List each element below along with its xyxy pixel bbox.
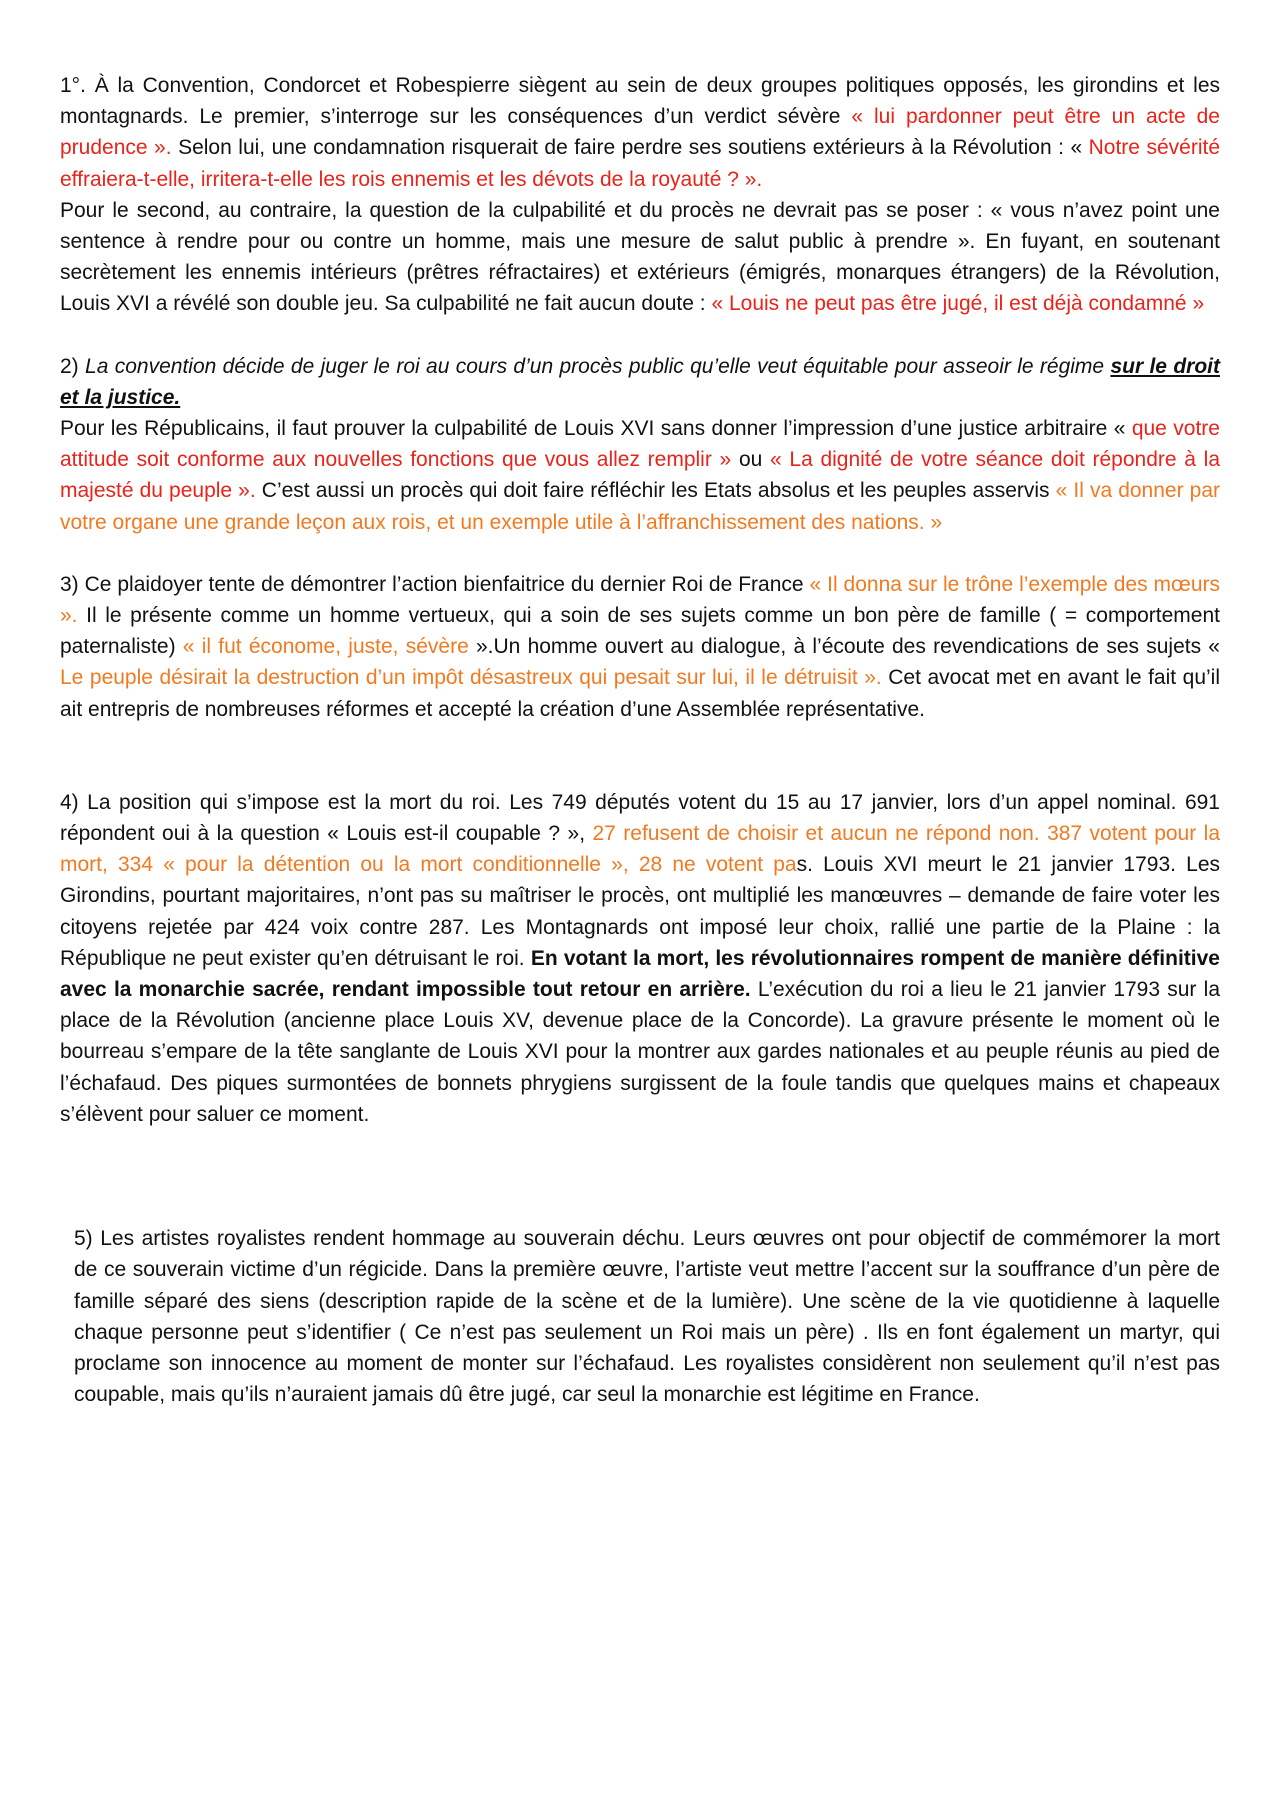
answer-3-quote-moeurs: « Il donna sur le trône l’exemple des mœurs ». xyxy=(60,572,1220,628)
answer-1-text: 1°. À la Convention, Condorcet et Robespierre siègent au sein de deux groupes politiques opposés, les girondins et les montagnards. Le premier, s’interroge sur les conséquences d’un verdict sévère xyxy=(60,74,1220,129)
answer-2-quote-lecon: « Il va donner par votre organe une grande leçon aux rois, et un exemple utile à l’affranchissement des nations. » xyxy=(60,479,1221,534)
answer-1-quote-condamne: « Louis ne peut pas être jugé, il est déjà condamné » xyxy=(711,292,1205,316)
answer-4-text: L’exécution du roi a lieu le 21 janvier 1793 sur la place de la Révolution (ancienne place Louis XV, devenue place de la Concorde). La gravure présente le moment où le bourreau s’empare de la tête sanglante de Louis XVI pour la montrer aux gardes nationales et au peuple réunis au pied de l’échafaud. Des piques surmontées de bonnets phrygiens surgissent de la foule tandis que quelques mains et chapeaux s’élèvent pour saluer ce moment. xyxy=(60,978,1220,1126)
spacer xyxy=(60,538,1220,569)
answer-4-paragraph xyxy=(60,787,1220,1130)
answer-5-paragraph: 5) Les artistes royalistes rendent hommage au souverain déchu. Leurs œuvres ont pour objectif de commémorer la mort de ce souverain victime d’un régicide. Dans la première œuvre, l’artiste veut mettre l’accent sur la souffrance d’un père de famille séparé des siens (description rapide de la scène et de la lumière). Une scène de la vie quotidienne à laquelle chaque personne peut s’identifier ( Ce n’est pas seulement un Roi mais un père) . Ils en font également un martyr, qui proclame son innocence au moment de monter sur l’échafaud. Les royalistes considèrent non seulement qu’il n’est pas coupable, mais qu’ils n’auraient jamais dû être jugé, car seul la monarchie est légitime en France. xyxy=(74,1227,1220,1407)
answer-3-quote-impot: Le peuple désirait la destruction d’un impôt désastreux qui pesait sur lui, il le détruisit ». xyxy=(60,666,882,690)
answer-1-paragraph-2 xyxy=(60,195,1220,320)
answer-4-vote-results: 27 refusent de choisir et aucun ne répond non. 387 votent pour la mort, 334 « pour la détention ou la mort conditionnelle », 28 ne votent pa xyxy=(60,822,1221,877)
answer-3-text: Cet avocat met en avant le fait qu’il ait entrepris de nombreuses réformes et accepté la création d’une Assemblée représentative. xyxy=(60,666,1220,721)
spacer xyxy=(60,725,1220,787)
answer-2-quote-dignite: « La dignité de votre séance doit répondre à la majesté du peuple ». xyxy=(60,448,1220,503)
answer-1-text: Selon lui, une condamnation risquerait de faire perdre ses soutiens extérieurs à la Révolution : « xyxy=(171,136,1089,160)
answer-2-emphasis: sur le droit et la justice. xyxy=(60,354,1220,409)
answer-2-number: 2) xyxy=(60,354,86,378)
answer-1-paragraph-1 xyxy=(60,70,1220,195)
document-body xyxy=(60,70,1220,1410)
answer-1-text: Pour le second, au contraire, la question de la culpabilité et du procès ne devrait pas se poser : « vous n’avez point une sentence à rendre pour ou contre un homme, mais une mesure de salut public à prendre ». En fuyant, en soutenant secrètement les ennemis intérieurs (prêtres réfractaires) et extérieurs (émigrés, monarques étrangers) de la Révolution, Louis XVI a révélé son double jeu. Sa culpabilité ne fait aucun doute : xyxy=(60,198,1220,316)
spacer xyxy=(60,320,1220,351)
answer-1-quote-severite: Notre sévérité effraiera-t-elle, irritera-t-elle les rois ennemis et les dévots de la royauté ? ». xyxy=(60,136,1220,191)
answer-4-text: s. Louis XVI meurt le 21 janvier 1793. Les Girondins, pourtant majoritaires, n’ont pas su maîtriser le procès, ont multiplié les manœuvres – demande de faire voter les citoyens rejetée par 424 voix contre 287. Les Montagnards ont imposé leur choix, rallié une partie de la Plaine : la République ne peut exister qu’en détruisant le roi. xyxy=(60,853,1221,970)
answer-2-paragraph-1 xyxy=(60,351,1220,413)
answer-4-text: 4) La position qui s’impose est la mort du roi. Les 749 députés votent du 15 au 17 janvier, lors d’un appel nominal. 691 répondent oui à la question « Louis est-il coupable ? », xyxy=(60,790,1220,846)
answer-1-quote-prudence: « lui pardonner peut être un acte de prudence ». xyxy=(60,105,1220,160)
answer-2-text: Pour les Républicains, il faut prouver la culpabilité de Louis XVI sans donner l’impression d’une justice arbitraire « xyxy=(60,417,1132,441)
answer-2-italic-text: La convention décide de juger le roi au cours d’un procès public qu’elle veut équitable pour asseoir le régime xyxy=(85,354,1111,378)
answer-3-text: Il le présente comme un homme vertueux, qui a soin de ses sujets comme un bon père de famille ( = comportement paternaliste) xyxy=(60,604,1220,659)
answer-3-text: ».Un homme ouvert au dialogue, à l’écoute des revendications de ses sujets « xyxy=(475,635,1220,659)
answer-2-quote-attitude: que votre attitude soit conforme aux nouvelles fonctions que vous allez remplir » xyxy=(60,417,1220,472)
answer-2-paragraph-2 xyxy=(60,413,1220,538)
answer-3-quote-econome: « il fut économe, juste, sévère xyxy=(182,635,476,659)
answer-3-text: 3) Ce plaidoyer tente de démontrer l’action bienfaitrice du dernier Roi de France xyxy=(60,572,810,596)
answer-4-bold-conclusion: En votant la mort, les révolutionnaires rompent de manière définitive avec la monarchie sacrée, rendant impossible tout retour en arrière. xyxy=(60,946,1220,1002)
spacer xyxy=(60,1130,1220,1223)
answer-2-text: C’est aussi un procès qui doit faire réfléchir les Etats absolus et les peuples asservis xyxy=(255,479,1056,503)
answer-2-text: ou xyxy=(731,448,771,472)
answer-3-paragraph xyxy=(60,569,1220,725)
